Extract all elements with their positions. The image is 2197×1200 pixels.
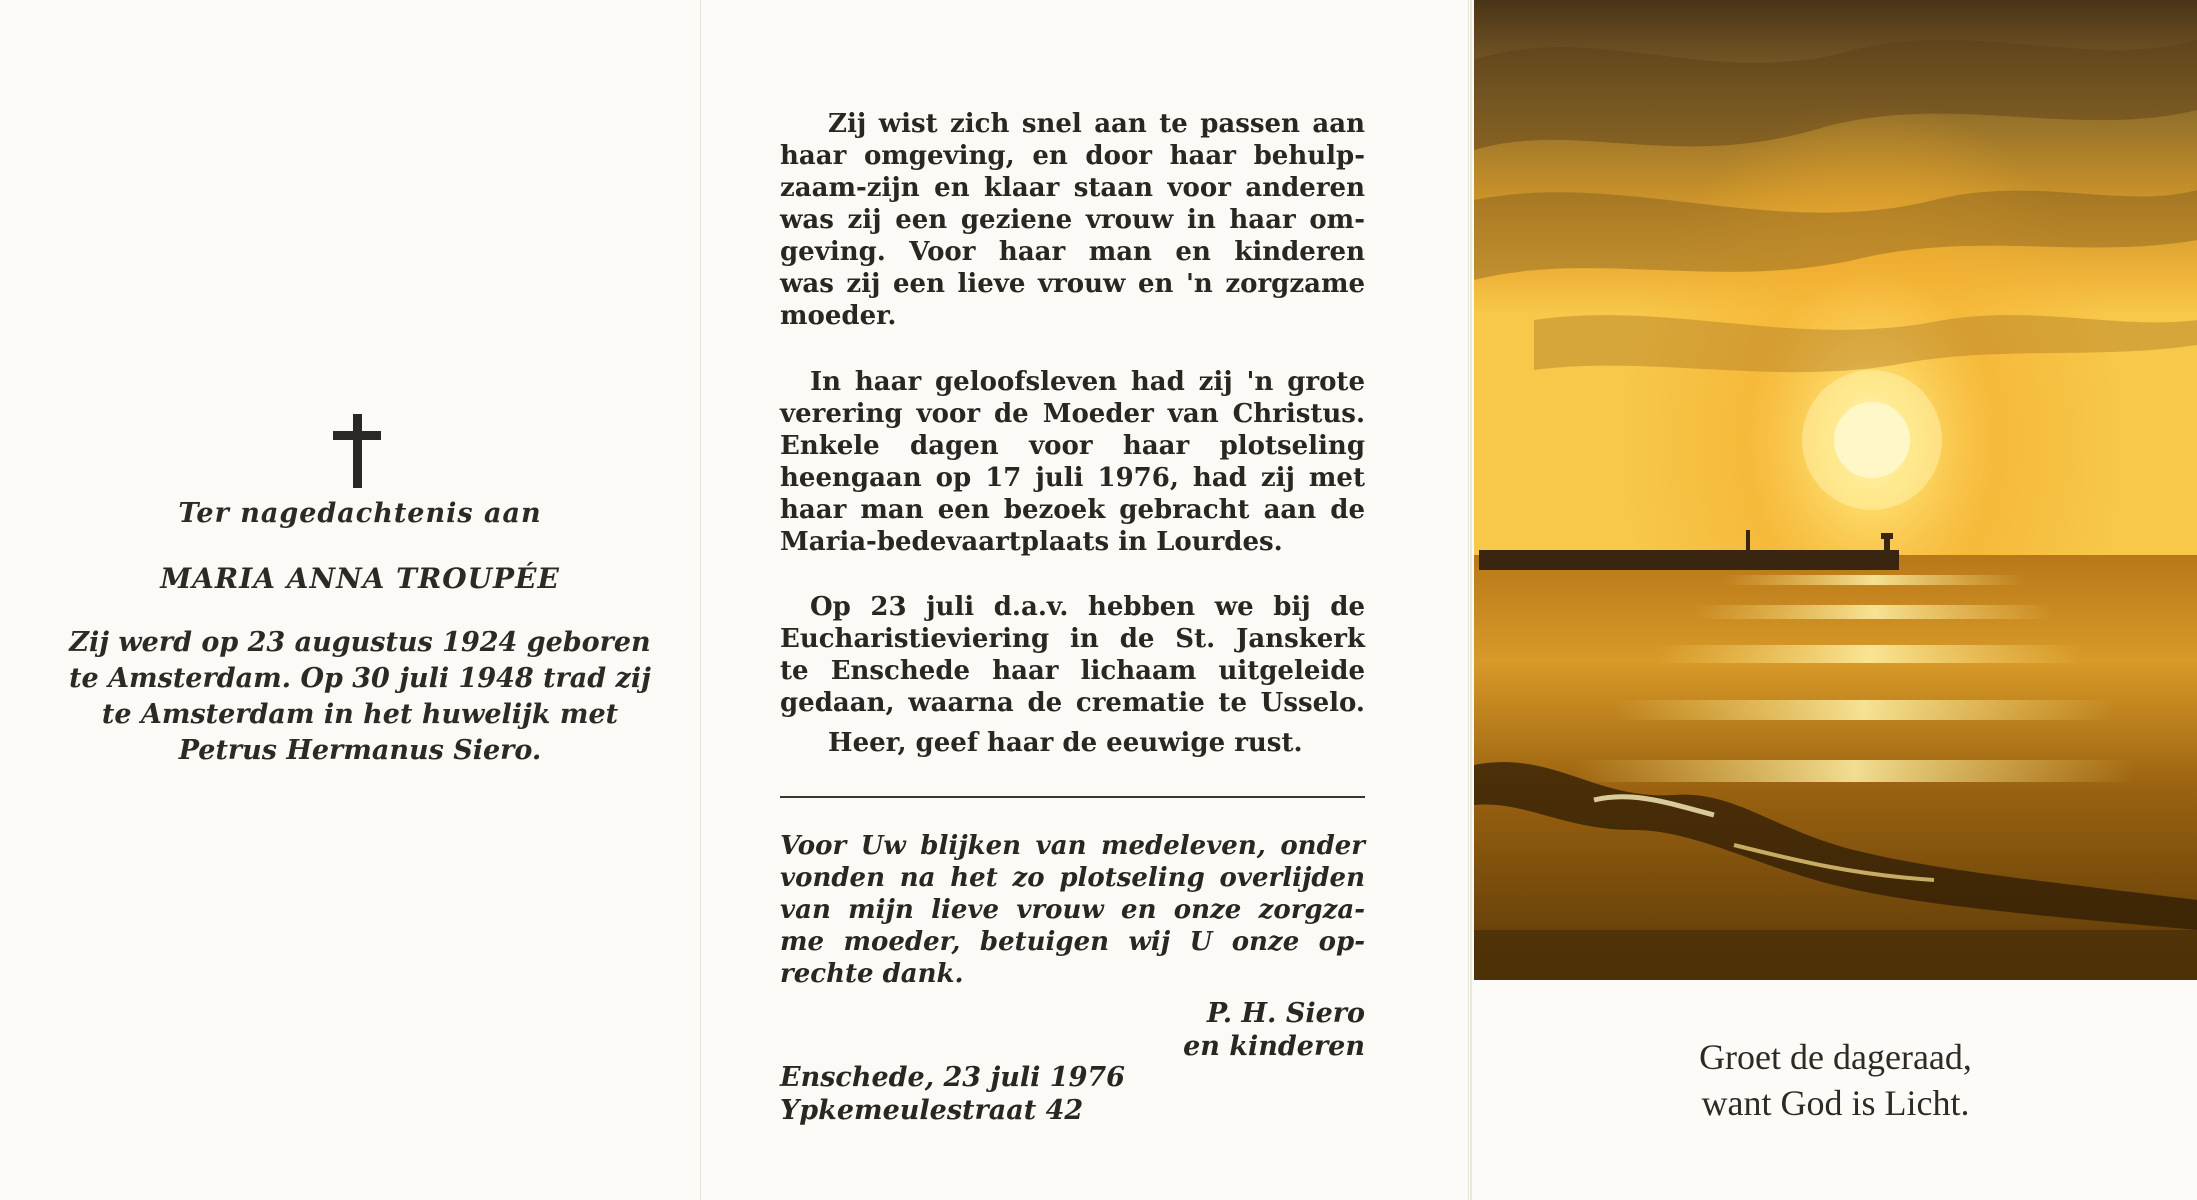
text-line: zaam-zijn en klaar staan voor anderen xyxy=(780,173,1365,203)
text-line: me moeder, betuigen wij U onze op- xyxy=(780,927,1365,957)
text-line: Eucharistieviering in de St. Janskerk xyxy=(780,624,1365,654)
text-line: van mijn lieve vrouw en onze zorgza- xyxy=(780,895,1365,925)
bio-line: Zij werd op 23 augustus 1924 geboren xyxy=(69,627,651,658)
paragraph-funeral xyxy=(780,591,1365,719)
middle-panel xyxy=(700,0,1460,1200)
text-line: verering voor de Moeder van Christus. xyxy=(780,399,1365,429)
paragraph-character xyxy=(780,108,1365,332)
text-line: gedaan, waarna de crematie te Usselo. xyxy=(780,688,1365,718)
text-line: Maria-bedevaartplaats in Lourdes. xyxy=(780,527,1283,557)
prayer: Heer, geef haar de eeuwige rust. xyxy=(828,728,1303,758)
right-panel xyxy=(1470,0,2197,1200)
street-address: Ypkemeulestraat 42 xyxy=(780,1095,1084,1126)
text-line: te Enschede haar lichaam uitgeleide xyxy=(780,656,1365,686)
caption-line-1: Groet de dageraad, xyxy=(1699,1037,1972,1077)
caption-line-2: want God is Licht. xyxy=(1701,1083,1970,1123)
bio-line: te Amsterdam in het huwelijk met xyxy=(101,699,619,730)
text-line: Voor Uw blijken van medeleven, onder xyxy=(780,831,1365,861)
biography xyxy=(30,625,690,769)
text-line: was zij een geziene vrouw in haar om- xyxy=(780,205,1365,235)
text-line: rechte dank. xyxy=(780,959,964,989)
text-line: heengaan op 17 juli 1976, had zij met xyxy=(780,463,1365,493)
cross-icon xyxy=(333,414,381,488)
bio-line: Petrus Hermanus Siero. xyxy=(178,735,542,766)
text-line: Op 23 juli d.a.v. hebben we bij de xyxy=(810,592,1365,622)
fold-line xyxy=(1468,0,1469,1200)
divider xyxy=(780,796,1365,798)
bio-line: te Amsterdam. Op 30 juli 1948 trad zij xyxy=(69,663,651,694)
sunset-sea-photo xyxy=(1474,0,2197,980)
memorial-heading: Ter nagedachtenis aan xyxy=(178,498,542,529)
place-date: Enschede, 23 juli 1976 xyxy=(780,1062,1125,1093)
text-line: geving. Voor haar man en kinderen xyxy=(780,237,1365,267)
thanks-note xyxy=(780,830,1365,990)
text-line: Enkele dagen voor haar plotseling xyxy=(780,431,1365,461)
text-line: In haar geloofsleven had zij 'n grote xyxy=(810,367,1365,397)
text-line: vonden na het zo plotseling overlijden xyxy=(780,863,1365,893)
paragraph-faith xyxy=(780,366,1365,558)
text-line: Zij wist zich snel aan te passen aan xyxy=(828,109,1365,139)
text-line: haar omgeving, en door haar behulp- xyxy=(780,141,1365,171)
text-line: moeder. xyxy=(780,301,897,331)
deceased-name: MARIA ANNA TROUPÉE xyxy=(160,562,560,595)
signature-name: P. H. Siero xyxy=(1206,998,1365,1029)
text-line: was zij een lieve vrouw en 'n zorgzame xyxy=(780,269,1365,299)
text-line: haar man een bezoek gebracht aan de xyxy=(780,495,1365,525)
left-panel xyxy=(0,0,700,1200)
signature-family: en kinderen xyxy=(1183,1031,1365,1062)
